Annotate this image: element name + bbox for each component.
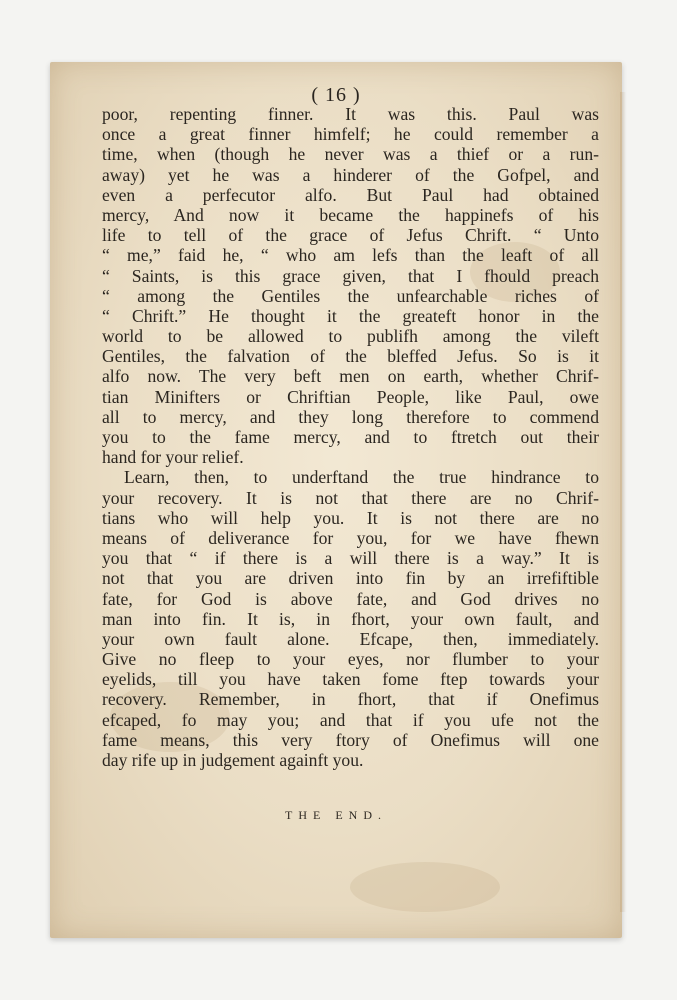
page-number: ( 16 ): [311, 84, 361, 106]
book-page: [50, 62, 622, 938]
paragraph-end-line: day rife up in judgement againft you.: [102, 750, 364, 770]
text-line: “ Saints, is this grace given, that I fhould preach: [102, 265, 599, 286]
text-line: tians who will help you. It is not there are no: [102, 507, 599, 528]
text-line: “ Chrift.” He thought it the greateft honor in the: [102, 305, 599, 326]
paragraph-start-line: Learn, then, to underftand the true hindrance to: [124, 467, 599, 488]
text-line: Give no fleep to your eyes, nor flumber to your: [102, 649, 599, 670]
text-line: life to tell of the grace of Jefus Chrift. “ Unto: [102, 225, 599, 246]
text-line: recovery. Remember, in fhort, that if Onefimus: [102, 689, 599, 710]
text-line: you to the fame mercy, and to ftretch out their: [102, 427, 599, 447]
text-line: all to mercy, and they long therefore to commend: [102, 406, 599, 427]
text-line: your recovery. It is not that there are no Chrif-: [102, 487, 599, 508]
text-line: “ among the Gentiles the unfearchable riches of: [102, 285, 599, 306]
text-line: fame means, this very ftory of Onefimus will one: [102, 729, 599, 750]
text-line: poor, repenting finner. It was this. Paul was: [102, 104, 599, 124]
text-line: fate, for God is above fate, and God drives no: [102, 588, 599, 609]
foxing-stain: [350, 862, 500, 912]
text-line: means of deliverance for you, for we have fhewn: [102, 527, 599, 548]
text-line: time, when (though he never was a thief or a run-: [102, 144, 599, 165]
the-end-mark: THE END.: [285, 808, 387, 822]
text-line: away) yet he was a hinderer of the Gofpel, and: [102, 164, 599, 185]
text-line: man into fin. It is, in fhort, your own fault, and: [102, 608, 599, 629]
text-line: not that you are driven into fin by an irrefiftible: [102, 568, 599, 589]
paragraph-end-line: hand for your relief.: [102, 447, 244, 468]
text-line: world to be allowed to publifh among the vileft: [102, 326, 599, 347]
text-line: tian Minifters or Chriftian People, like Paul, owe: [102, 386, 599, 407]
text-line: eyelids, till you have taken fome ftep towards your: [102, 669, 599, 690]
text-line: you that “ if there is a will there is a way.” It is: [102, 548, 599, 569]
text-line: Gentiles, the falvation of the bleffed Jefus. So is it: [102, 346, 599, 367]
text-line: your own fault alone. Efcape, then, immediately.: [102, 628, 599, 649]
text-line: efcaped, fo may you; and that if you ufe not the: [102, 709, 599, 730]
text-line: mercy, And now it became the happinefs of his: [102, 204, 599, 225]
text-line: alfo now. The very beft men on earth, whether Chrif-: [102, 366, 599, 387]
text-line: even a perfecutor alfo. But Paul had obtained: [102, 184, 599, 205]
text-line: once a great finner himfelf; he could remember a: [102, 124, 599, 145]
text-line: “ me,” faid he, “ who am lefs than the leaft of all: [102, 245, 599, 266]
body-text: [102, 104, 599, 770]
